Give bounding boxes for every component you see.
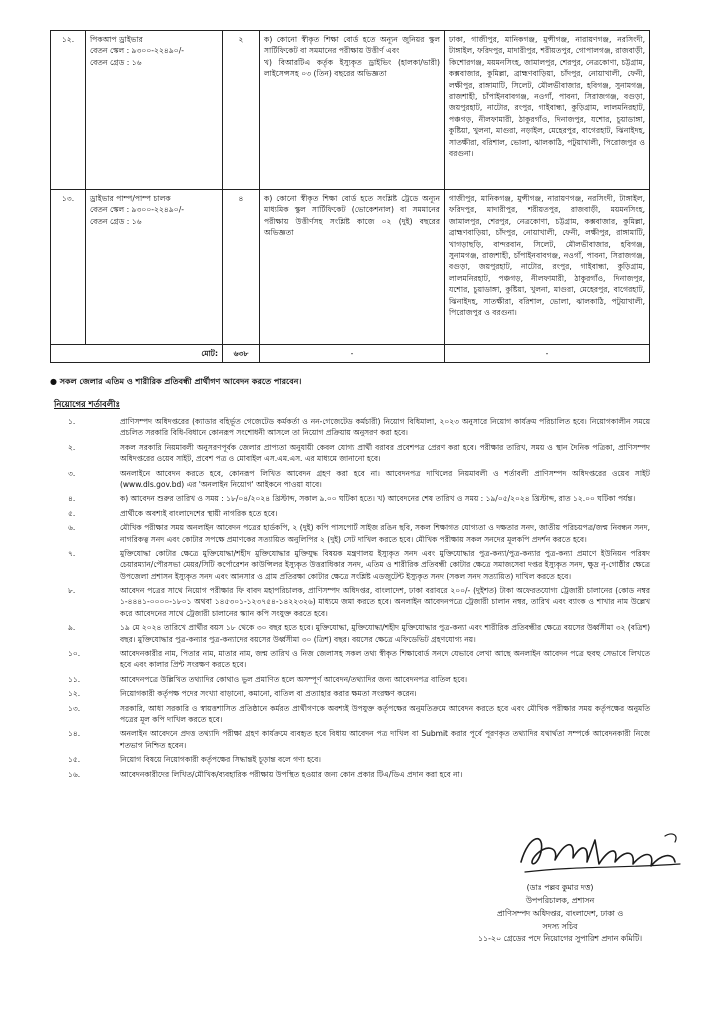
condition-number: ১৩. <box>68 703 81 713</box>
post-cell <box>86 31 223 190</box>
condition-number: ৯. <box>68 623 76 633</box>
signature-block <box>430 882 690 946</box>
condition-item <box>50 522 650 545</box>
total-dash: - <box>260 345 445 363</box>
condition-text: সকল সরকারি নিয়মাবলী অনুসরণপূর্বক জেলার প্রাপ্যতা অনুযায়ী কেবল যোগ্য প্রার্থী বরাবর প্রবেশপত্র প্রেরণ করা হবে। পরীক্ষার তারিখ, সময় ও স্থান দৈনিক পত্রিকা, প্রাণিসম্পদ অধিদপ্তরের ওয়েব সাইট, প্রবেশ পত্র ও মোবাইল এস.এম.এস. এর মাধ্যমে জানানো হবে। <box>120 442 650 464</box>
serial-cell: ১৩. <box>51 190 86 345</box>
condition-text: আবেদন পত্রের সাথে নিয়োগ পরীক্ষার ফি বাবদ মহাপরিচালক, প্রাণিসম্পদ অধিদপ্তর, বাংলাদেশ, ঢাকা বরাবরে ২০০/- (দুইশত) টাকা অফেরতযোগ্য ট্রেজারী চালানের (কোড নম্বর ১-৪৪৪১-০০০০-১৮০১ অথবা ১৪৫৩০১-১২৩৭৫৪-১৪২২৩২৬) মাধ্যমে জমা করতে হবে। অনলাইন আবেদনপত্রে ট্রেজারী চালান নম্বর, তারিখ এবং ব্যাংক ও শাখার নাম উল্লেখ করে আবেদনের সাথে ট্রেজারী চালানের স্ক্যান কপি সংযুক্ত করতে হবে। <box>120 586 650 618</box>
post-count-cell: ৪ <box>223 190 260 345</box>
handwritten-signature <box>515 822 690 882</box>
qualification-cell <box>260 190 445 345</box>
condition-number: ২. <box>68 442 76 452</box>
condition-number: ১৫. <box>68 755 81 765</box>
condition-number: ১৪. <box>68 729 81 739</box>
total-label: মোট: <box>51 345 223 363</box>
qualification-cell <box>260 31 445 190</box>
condition-number: ১০. <box>68 649 81 659</box>
signatory-name: (ডাঃ পল্লব কুমার দত্ত) <box>526 883 594 892</box>
condition-text: প্রার্থীকে অবশ্যই বাংলাদেশের স্থায়ী নাগরিক হতে হবে। <box>120 508 278 518</box>
condition-number: ৬. <box>68 523 76 533</box>
condition-item <box>50 468 650 491</box>
condition-text: নিয়োগকারী কর্তৃপক্ষ পদের সংখ্যা বাড়ানো, কমানো, বাতিল বা প্রত্যাহার করার ক্ষমতা সংরক্ষণ করেন। <box>120 689 417 699</box>
condition-number: ১. <box>68 417 76 426</box>
total-dash: - <box>445 345 650 363</box>
qualification-line: ক) কোনো স্বীকৃত শিক্ষা বোর্ড হতে অন্যূন জুনিয়র স্কুল সার্টিফিকেট বা সমমানের পরীক্ষায় উত্তীর্ণ এবং <box>264 35 440 56</box>
condition-text: মৌখিক পরীক্ষার সময় অনলাইন আবেদন পত্রের হার্ডকপি, ২ (দুই) কপি পাসপোর্ট সাইজ রঙিন ছবি, সকল শিক্ষাগত যোগ্যতা ও দক্ষতার সনদ, জাতীয় পরিচয়পত্র/জন্ম নিবন্ধন সনদ, নাগরিকত্ব সনদ এবং কোটার সপক্ষে প্রমাণকের সত্যায়িত অনুলিপির ২ (দুই) সেট দাখিল করতে হবে। মৌখিক পরীক্ষায় সকল সনদের মূলকপি প্রদর্শন করতে হবে। <box>120 523 650 544</box>
district-cell: ঢাকা, গাজীপুর, মানিকগঞ্জ, মুন্সীগঞ্জ, নারায়ণগঞ্জ, নরসিংদী, টাঙ্গাইল, ফরিদপুর, মাদারীপুর, শরীয়তপুর, গোপালগঞ্জ, রাজবাড়ী, কিশোরগঞ্জ, ময়মনসিংহ, জামালপুর, শেরপুর, নেত্রকোণা, চট্টগ্রাম, কক্সবাজার, কুমিল্লা, ব্রাহ্মণবাড়িয়া, চাঁদপুর, নোয়াখালী, ফেনী, লক্ষীপুর, রাঙ্গামাটি, সিলেট, মৌলভীবাজার, হবিগঞ্জ, সুনামগঞ্জ, রাজশাহী, চাঁপাইনবাবগঞ্জ, নওগাঁ, পাবনা, সিরাজগঞ্জ, বগুড়া, জয়পুরহাট, নাটোর, রংপুর, গাইবান্ধা, কুড়িগ্রাম, লালমনিরহাট, পঞ্চগড়, নীলফামারী, ঠাকুরগাঁও, দিনাজপুর, যশোর, চুয়াডাঙ্গা, কুষ্টিয়া, খুলনা, মাগুরা, নড়াইল, মেহেরপুর, বাগেরহাট, ঝিনাইদহ, সাতক্ষীরা, বরিশাল, ভোলা, ঝালকাঠি, পটুয়াখালী, পিরোজপুর ও বরগুনা। <box>445 31 650 190</box>
total-value: ৬৩৮ <box>223 345 260 363</box>
condition-item <box>50 442 650 465</box>
condition-number: ৩. <box>68 468 76 478</box>
signatory-role: সদস্য সচিব <box>542 921 578 931</box>
condition-text: প্রাণিসম্পদ অধিদপ্তরের (ক্যাডার বহির্ভূত গেজেটেড কর্মকর্তা ও নন-গেজেটেড কর্মচারী) নিয়োগ বিধিমালা, ২০২৩ অনুসারে নিয়োগ কার্যক্রম পরিচালিত হবে। নিয়োগকালীন সময়ে প্রচলিত সরকারি বিধি-বিধানে কোনরূপ সংশোধনী আসলে তা নিয়োগ প্রক্রিয়ায় অনুসরণ করা হবে। <box>120 417 650 438</box>
condition-item <box>50 548 650 582</box>
committee-name: ১১-২০ গ্রেডের পদে নিয়োগের সুপারিশ প্রদান কমিটি। <box>478 934 642 944</box>
signatory-designation: উপপরিচালক, প্রশাসন <box>525 895 595 905</box>
condition-text: অনলাইন আবেদনে প্রদত্ত তথ্যাদি পরীক্ষা গ্রহণ কার্যক্রমে ব্যবহৃত হবে বিধায় আবেদন পত্র দাখিল বা Submit করার পূর্বে পূরণকৃত তথ্যাদির যথার্থতা সম্পর্কে আবেদনকারী নিজে শতভাগ নিশ্চিত হবেন। <box>120 729 650 750</box>
district-cell: গাজীপুর, মানিকগঞ্জ, মুন্সীগঞ্জ, নারায়ণগঞ্জ, নরসিংদী, টাঙ্গাইল, ফরিদপুর, মাদারীপুর, শরীয়তপুর, রাজবাড়ী, ময়মনসিংহ, জামালপুর, শেরপুর, নেত্রকোণা, চট্টগ্রাম, কক্সবাজার, কুমিল্লা, ব্রাহ্মণবাড়িয়া, চাঁদপুর, নোয়াখালী, ফেনী, লক্ষীপুর, রাঙ্গামাটি, খাগড়াছড়ি, বান্দরবান, সিলেট, মৌলভীবাজার, হবিগঞ্জ, সুনামগঞ্জ, রাজশাহী, চাঁপাইনবাবগঞ্জ, নওগাঁ, পাবনা, সিরাজগঞ্জ, বগুড়া, জয়পুরহাট, নাটোর, রংপুর, গাইবান্ধা, কুড়িগ্রাম, লালমনিরহাট, পঞ্চগড়, নীলফামারী, ঠাকুরগাঁও, দিনাজপুর, যশোর, চুয়াডাঙ্গা, কুষ্টিয়া, খুলনা, মাগুরা, মেহেরপুর, বাগেরহাট, ঝিনাইদহ, সাতক্ষীরা, বরিশাল, ভোলা, ঝালকাঠি, পটুয়াখালী, পিরোজপুর ও বরগুনা। <box>445 190 650 345</box>
pay-scale: বেতন স্কেল : ৯৩০০-২২৪৯০/- <box>90 205 184 215</box>
post-name: ড্রাইভার পাম্প/পাম্প চালক <box>90 194 171 203</box>
condition-number: ৭. <box>68 548 76 558</box>
qualification-line: ক) কোনো স্বীকৃত শিক্ষা বোর্ড হতে সংশ্লিষ্ট ট্রেডে অন্যূন মাধ্যমিক স্কুল সার্টিফিকেট (ভোকেশনাল) বা সমমানের পরীক্ষায় উত্তীর্ণসহ সংশ্লিষ্ট কাজে ০২ (দুই) বছরের অভিজ্ঞতা <box>264 194 440 238</box>
condition-number: ৪. <box>68 494 76 504</box>
orphan-disabled-note: ● সকল জেলার এতিম ও শারীরিক প্রতিবন্ধী প্রার্থীগণ আবেদন করতে পারবেন। <box>50 377 302 386</box>
condition-item <box>50 769 650 780</box>
pay-grade: বেতন গ্রেড : ১৬ <box>90 57 142 67</box>
table-row <box>51 31 650 190</box>
condition-item <box>50 728 650 751</box>
qualification-line: খ) বিআরটিএ কর্তৃক ইস্যুকৃত ড্রাইভিং (হালকা/ভারী) লাইসেন্সসহ ০৩ (তিন) বছরের অভিজ্ঞতা <box>264 57 440 79</box>
condition-text: অনলাইনে আবেদন করতে হবে, কোনরূপ লিখিত আবেদন গ্রহণ করা হবে না। আবেদনপত্র দাখিলের নিয়মাবলী ও শর্তাবলী প্রাণিসম্পদ অধিদপ্তরের ওয়েব সাইট (www.dls.gov.bd) এর 'অনলাইন নিয়োগ' আইকনে পাওয়া যাবে। <box>120 468 650 489</box>
condition-item <box>50 508 650 519</box>
condition-item <box>50 585 650 619</box>
condition-item <box>50 703 650 726</box>
post-count-cell: ২ <box>223 31 260 190</box>
post-cell <box>86 190 223 345</box>
condition-text: মুক্তিযোদ্ধা কোটার ক্ষেত্রে মুক্তিযোদ্ধা/শহীদ মুক্তিযোদ্ধার মুক্তিযুদ্ধ বিষয়ক মন্ত্রণালয় ইস্যুকৃত সনদ এবং মুক্তিযোদ্ধার পুত্র-কন্যা/পুত্র-কন্যার পুত্র-কন্যা প্রমাণে ইউনিয়ন পরিষদ চেয়ারম্যান/পৌরসভা মেয়র/সিটি কর্পোরেশন কাউন্সিলর ইস্যুকৃত উত্তরাধিকার সনদ, এতিম ও শারীরিক প্রতিবন্ধী কোটার ক্ষেত্রে সমাজসেবা দপ্তর ইস্যুকৃত সনদ, ক্ষুদ্র নৃ-গোষ্ঠীর ক্ষেত্রে উপজেলা প্রশাসন ইস্যুকৃত সনদ এবং আনসার ও গ্রাম প্রতিরক্ষা কোটার ক্ষেত্রে সংশ্লিষ্ট এডজুটেন্ট ইস্যুকৃত সনদ (সকল সনদ সত্যায়িত) দাখিল করতে হবে। <box>120 548 650 581</box>
condition-number: ১২. <box>68 689 81 699</box>
condition-item <box>50 648 650 671</box>
condition-text: ক) আবেদন শুরুর তারিখ ও সময় : ১৮/০৪/২০২৪ খ্রিস্টাব্দ, সকাল ৯.০০ ঘটিকা হতে। খ) আবেদনের শেষ তারিখ ও সময় : ১৯/০৫/২০২৪ খ্রিস্টাব্দ, রাত ১২.০০ ঘটিকা পর্যন্ত। <box>120 494 636 504</box>
table-row <box>51 190 650 345</box>
condition-text: আবেদনকারীর নাম, পিতার নাম, মাতার নাম, জন্ম তারিখ ও নিজ জেলাসহ সকল তথ্য স্বীকৃত শিক্ষাবোর্ড সনদে যেভাবে লেখা আছে অনলাইন আবেদন পত্রে হুবহু সেভাবে লিখতে হবে এবং কালার প্রিন্ট সংরক্ষণ করতে হবে। <box>120 649 650 670</box>
signatory-office: প্রাণিসম্পদ অধিদপ্তর, বাংলাদেশ, ঢাকা ও <box>496 908 624 918</box>
condition-number: ৫. <box>68 508 76 518</box>
posts-table <box>50 30 650 363</box>
conditions-title: নিয়োগের শর্তাবলীঃ <box>54 399 120 409</box>
condition-item <box>50 493 650 504</box>
condition-text: ১৯ মে ২০২৪ তারিখে প্রার্থীর বয়স ১৮ থেকে ৩০ বছর হতে হবে। মুক্তিযোদ্ধা, মুক্তিযোদ্ধা/শহীদ মুক্তিযোদ্ধার পুত্র-কন্যা এবং শারীরিক প্রতিবন্ধীর ক্ষেত্রে বয়সের উর্ধ্বসীমা ৩২ (বত্রিশ) বছর। মুক্তিযোদ্ধার পুত্র-কন্যার পুত্র-কন্যাদের বয়সের উর্ধ্বসীমা ৩০ (ত্রিশ) বছর। বয়সের ক্ষেত্রে এফিডেভিট গ্রহণযোগ্য নয়। <box>120 623 650 644</box>
condition-text: সরকারি, আধা সরকারি ও স্বায়ত্তশাসিত প্রতিষ্ঠানে কর্মরত প্রার্থীগণকে অবশ্যই উপযুক্ত কর্তৃপক্ষের অনুমতিক্রমে আবেদন করতে হবে এবং মৌখিক পরীক্ষার সময় কর্তৃপক্ষের অনুমতি পত্রের মূল কপি দাখিল করতে হবে। <box>120 703 650 724</box>
pay-scale: বেতন স্কেল : ৯৩০০-২২৪৯০/- <box>90 46 184 56</box>
condition-text: নিয়োগ বিষয়ে নিয়োগকারী কর্তৃপক্ষের সিদ্ধান্তই চূড়ান্ত বলে গণ্য হবে। <box>120 755 321 765</box>
condition-item <box>50 622 650 645</box>
condition-number: ১১. <box>68 674 81 684</box>
condition-item <box>50 674 650 685</box>
post-name: পিকআপ ড্রাইভার <box>90 35 143 44</box>
condition-text: আবেদনপত্রে উল্লিখিত তথ্যাদির কোথাও ভুল প্রমাণিত হলে অসম্পূর্ণ আবেদন/তথ্যাদির জন্য আবেদনপত্র বাতিল হবে। <box>120 674 468 684</box>
condition-item <box>50 754 650 765</box>
condition-item <box>50 416 650 439</box>
condition-item <box>50 688 650 699</box>
conditions-list <box>50 416 650 783</box>
serial-cell: ১২. <box>51 31 86 190</box>
condition-number: ১৬. <box>68 769 81 779</box>
condition-text: আবেদনকারীদের লিখিত/মৌখিক/ব্যবহারিক পরীক্ষায় উপস্থিত হওয়ার জন্য কোন প্রকার টিএ/ডিএ প্রদান করা হবে না। <box>120 769 463 779</box>
condition-number: ৮. <box>68 586 76 596</box>
total-row <box>51 345 650 363</box>
pay-grade: বেতন গ্রেড : ১৬ <box>90 216 142 226</box>
